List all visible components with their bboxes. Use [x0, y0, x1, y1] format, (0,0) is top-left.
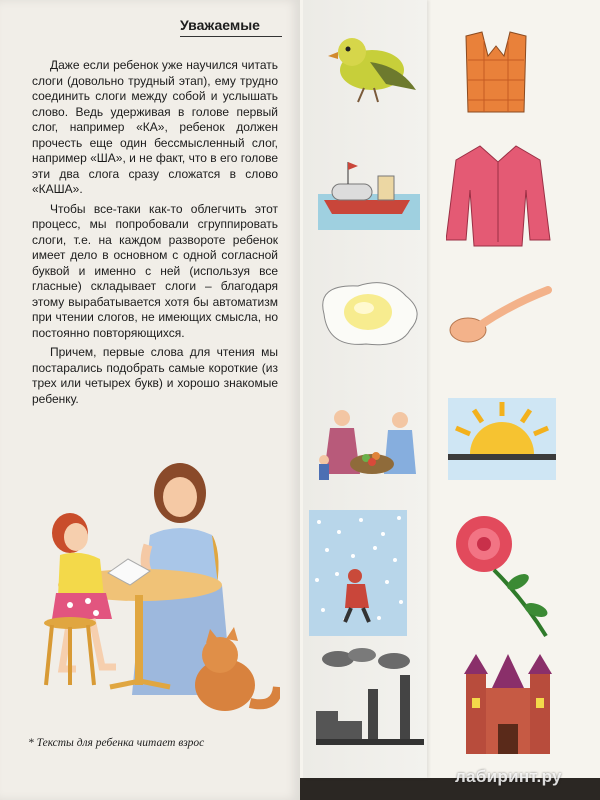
- factory-smoke-picture: [316, 645, 424, 749]
- jacket-picture: [446, 142, 552, 248]
- spoon-picture: [448, 286, 552, 348]
- paragraph-1: Даже если ребенок уже научился читать слоги (довольно трудный этап), ему трудно соединить слоги между собой и услышать слово. Ведь удерживая в голове первый слог, например «КА», ребенок должен прочесть еще один бессмысленный слог, например «ША», и не факт, что в его голове эти два слога сразу сложатся в слово «КАША».: [32, 58, 278, 196]
- vest-picture: [454, 30, 538, 116]
- boat-picture: [318, 150, 420, 230]
- snowfall-child-picture: [309, 510, 407, 636]
- footnote: * Тексты для ребенка читает взрос: [28, 737, 205, 749]
- bird-picture: [322, 22, 424, 110]
- paragraph-2: Чтобы все-таки как-то облегчить этот процесс, мы попробовали сгруппировать слоги, т.е. на каждом развороте ребенок имеет дело в основном с одной согласной буквой и именно с ней (используя все гласные) складывает слоги – благодаря этому вырабатывается хотя бы автоматизм при чтении слогов, не имеющих смысла, но постоянно повторяющихся.: [32, 201, 278, 340]
- paragraph-3: Причем, первые слова для чтения мы постарались подобрать самые короткие (из трех или четырех букв) и хорошо знакомые ребенку.: [32, 345, 278, 406]
- castle-picture: [460, 648, 556, 758]
- page-heading: Уважаемые: [180, 17, 282, 37]
- sunset-picture: [448, 398, 556, 480]
- rose-picture: [448, 510, 560, 640]
- fried-egg-picture: [310, 270, 422, 354]
- reading-illustration: [30, 455, 280, 725]
- body-text: [32, 58, 278, 411]
- market-scene-picture: [316, 400, 428, 484]
- watermark: лабиринт.ру: [455, 767, 562, 786]
